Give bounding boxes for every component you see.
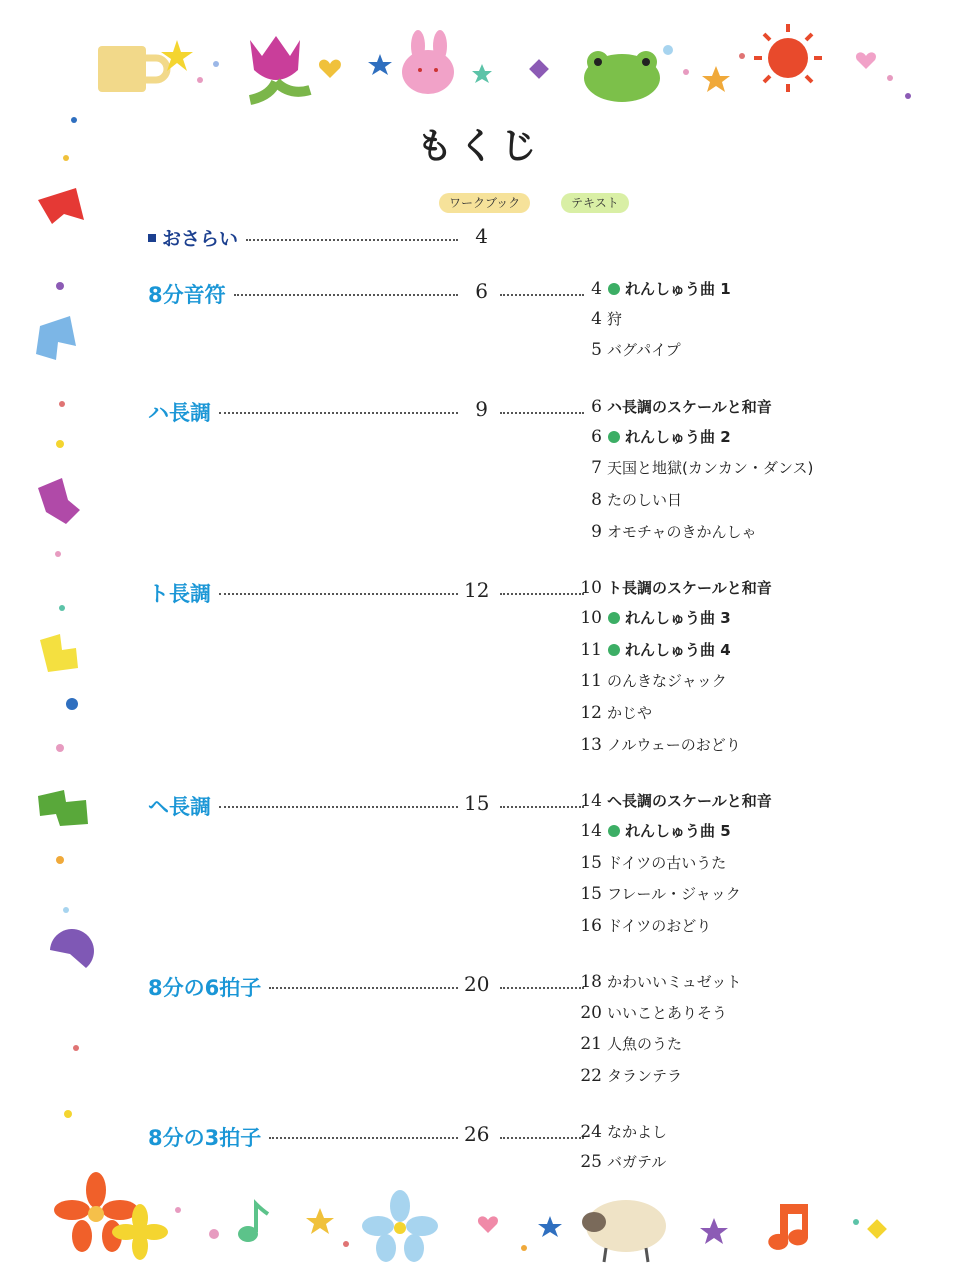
entry-title: ドイツの古いうた [607,854,727,872]
workbook-column-label: ワークブック [439,193,530,213]
frog-icon [584,51,660,102]
entry-title: バガテル [607,1153,667,1171]
toc-entry[interactable] [580,577,772,601]
practice-dot-icon [608,825,620,837]
connector-dots [500,412,584,414]
entry-title: 人魚のうた [607,1035,683,1053]
entry-title: ト長調のスケールと和音 [607,579,772,597]
entry-page-number: 9 [591,521,602,542]
entry-title: バグパイプ [607,341,681,359]
section-page-number: 20 [464,972,490,996]
entry-page-number: 4 [591,308,602,329]
toc-entry[interactable] [580,457,813,481]
connector-dots [500,294,584,296]
entry-title: れんしゅう曲 4 [625,641,731,659]
section-page-number: 15 [464,791,490,815]
bottom-decorations [0,1170,959,1280]
entry-title: ドイツのおどり [607,917,712,935]
toc-section[interactable] [148,1122,608,1152]
toc-entry[interactable] [580,915,711,939]
toc-entry[interactable] [580,790,772,814]
entry-page-number: 12 [580,702,602,723]
entry-page-number: 4 [591,278,602,299]
music-note-icon [768,1204,808,1250]
practice-dot-icon [608,644,620,656]
toc-entry[interactable] [580,607,731,631]
sheep-icon [582,1200,666,1262]
entry-page-number: 20 [580,1002,602,1023]
section-page-number: 26 [464,1122,490,1146]
toc-entry[interactable] [580,489,682,513]
toc-section[interactable] [148,972,608,1002]
entry-title: タランテラ [607,1067,683,1085]
leader-dots [219,593,458,595]
leader-dots [269,987,458,989]
star-icon [368,54,392,75]
star-icon [472,64,492,83]
entry-title: れんしゅう曲 2 [625,428,731,446]
entry-page-number: 8 [591,489,602,510]
entry-title: いいことありそう [607,1004,728,1022]
entry-page-number: 18 [580,971,602,992]
entry-page-number: 25 [580,1151,602,1172]
entry-page-number: 10 [580,577,602,598]
toc-entry[interactable] [580,1002,727,1026]
diamond-icon [529,59,549,79]
music-note-icon [238,1204,268,1242]
toc-section[interactable] [148,279,608,309]
toc-entry[interactable] [580,1151,666,1175]
star-icon [702,66,730,92]
entry-title: なかよし [607,1123,668,1141]
toc-entry[interactable] [580,1121,667,1145]
connector-dots [500,987,584,989]
entry-title: 狩 [607,310,623,328]
entry-title: ノルウェーのおどり [607,736,741,754]
leader-dots [219,806,458,808]
entry-page-number: 14 [580,790,602,811]
entry-title: オモチャのきかんしゃ [607,523,757,541]
flower-icon [362,1190,438,1262]
section-page-number: 6 [475,279,488,303]
diamond-icon [867,1219,887,1239]
entry-page-number: 11 [580,670,602,691]
toc-section[interactable] [148,578,608,608]
toc-entry[interactable] [580,852,726,876]
leader-dots [234,294,458,296]
toc-section[interactable] [148,791,608,821]
toc-entry[interactable] [580,702,652,726]
entry-page-number: 21 [580,1033,602,1054]
heart-icon [856,52,876,69]
section-page-number: 9 [475,397,488,421]
entry-title: のんきなジャック [607,672,727,690]
entry-page-number: 6 [591,396,602,417]
toc-entry[interactable] [580,883,741,907]
section-title: ハ長調 [148,401,211,425]
entry-page-number: 16 [580,915,602,936]
toc-entry[interactable] [580,396,772,420]
tulip-icon [250,36,310,100]
star-icon [538,1216,562,1237]
entry-title: フレール・ジャック [607,885,741,903]
entry-title: れんしゅう曲 3 [625,609,731,627]
entry-page-number: 6 [591,426,602,447]
entry-page-number: 11 [580,639,602,660]
star-icon [306,1208,334,1234]
leader-dots [246,239,458,241]
practice-dot-icon [608,431,620,443]
entry-title: かじや [607,704,653,722]
toc-entry[interactable] [580,278,731,302]
entry-page-number: 22 [580,1065,602,1086]
entry-title: たのしい日 [607,491,683,509]
entry-page-number: 7 [591,457,602,478]
practice-dot-icon [608,283,620,295]
practice-dot-icon [608,612,620,624]
entry-title: れんしゅう曲 5 [625,822,731,840]
entry-page-number: 24 [580,1121,602,1142]
entry-title: れんしゅう曲 1 [625,280,731,298]
toc-entry[interactable] [580,426,731,450]
toc-entry[interactable] [580,339,681,363]
section-title: ト長調 [148,582,211,606]
heart-icon [319,60,341,78]
toc-entry[interactable] [580,670,727,694]
entry-title: 天国と地獄(カンカン・ダンス) [607,459,814,477]
flower-icon [54,1172,138,1252]
connector-dots [500,1137,584,1139]
section-title: 8分の3拍子 [148,1126,262,1150]
entry-title: ヘ長調のスケールと和音 [607,792,772,810]
mug-icon [98,46,167,92]
heart-icon [478,1216,498,1233]
toc-entry[interactable] [580,820,731,844]
entry-page-number: 14 [580,820,602,841]
entry-page-number: 15 [580,852,602,873]
toc-entry[interactable] [580,639,731,663]
entry-title: ハ長調のスケールと和音 [607,398,772,416]
toc-section[interactable] [148,224,608,254]
toc-entry[interactable] [580,1033,682,1057]
toc-entry[interactable] [580,521,757,545]
toc-entry[interactable] [580,308,622,332]
entry-page-number: 13 [580,734,602,755]
toc-entry[interactable] [580,1065,682,1089]
connector-dots [500,593,584,595]
leader-dots [269,1137,458,1139]
leader-dots [219,412,458,414]
section-title: おさらい [148,224,238,251]
top-decorations [0,0,959,120]
entry-page-number: 5 [591,339,602,360]
star-icon [700,1218,728,1244]
toc-entry[interactable] [580,734,741,758]
rabbit-icon [402,30,454,94]
section-title: 8分の6拍子 [148,976,262,1000]
entry-title: かわいいミュゼット [607,973,742,991]
section-page-number: 4 [475,224,488,248]
sun-icon [754,24,822,92]
entry-page-number: 10 [580,607,602,628]
connector-dots [500,806,584,808]
entry-page-number: 15 [580,883,602,904]
page-title: もくじ [416,126,543,167]
section-title: 8分音符 [148,283,226,307]
toc-entry[interactable] [580,971,741,995]
section-title: ヘ長調 [148,795,211,819]
text-column-label: テキスト [561,193,629,213]
left-decorations [0,110,110,1190]
section-page-number: 12 [464,578,490,602]
toc-section[interactable] [148,397,608,427]
